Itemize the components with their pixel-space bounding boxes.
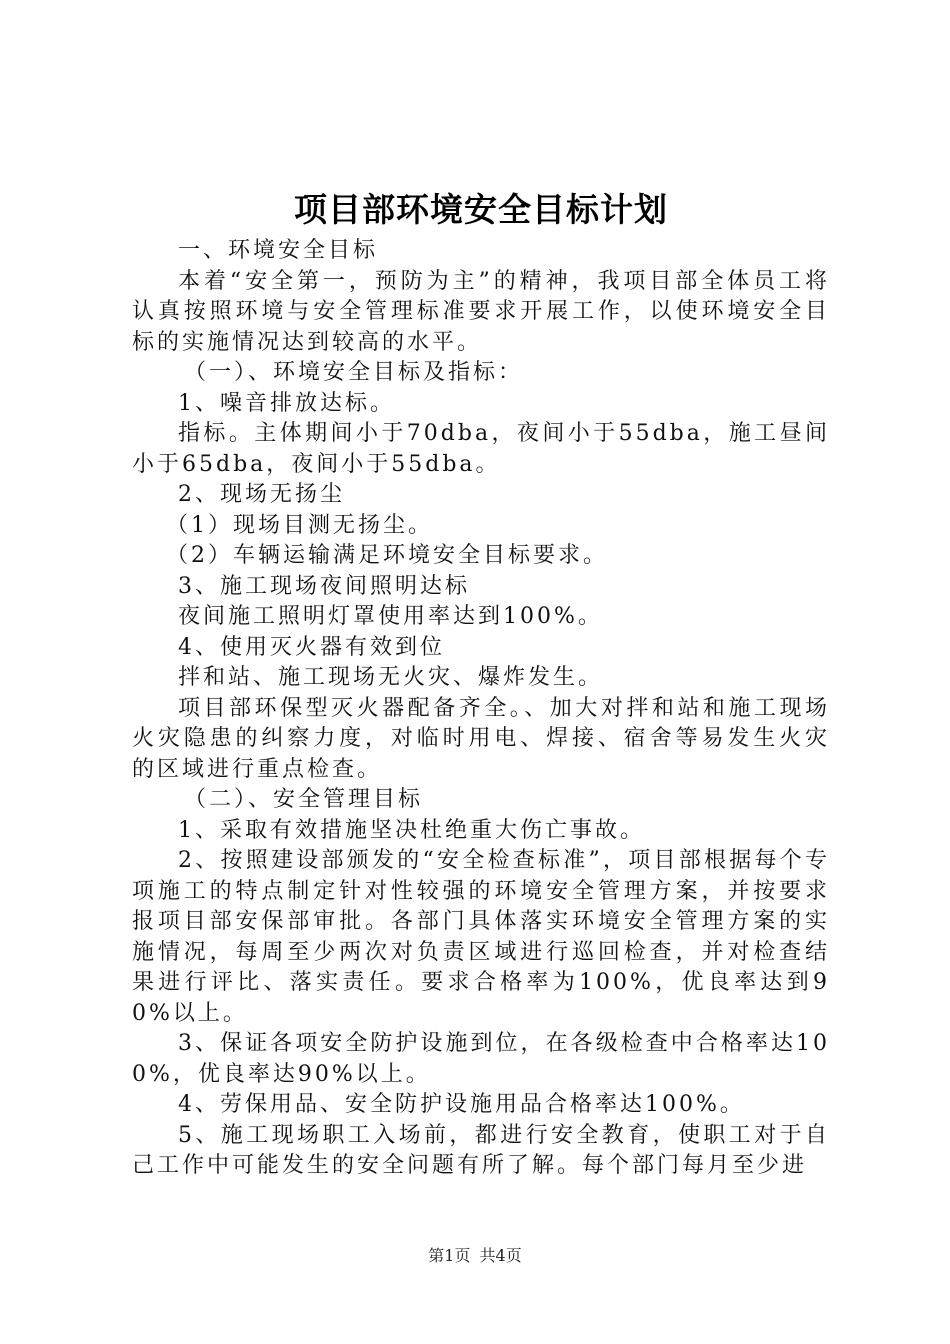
paragraph: （二）、安全管理目标 (184, 787, 424, 812)
paragraph: 3、保证各项安全防护设施到位，在各级检查中合格率达100%，优良率达90%以上。 (132, 1031, 830, 1087)
paragraph: 1、噪音排放达标。 (178, 390, 395, 416)
paragraph: 5、施工现场职工入场前，都进行安全教育，使职工对于自己工作中可能发生的安全问题有所了解。每个部门每月至少进 (132, 1122, 830, 1178)
paragraph: 本着“安全第一，预防为主”的精神，我项目部全体员工将认真按照环境与安全管理标准要求开展工作，以使环境安全目标的实施情况达到较高的水平。 (132, 268, 830, 355)
document-body (132, 236, 830, 1182)
page-footer (0, 1243, 950, 1266)
paragraph: 指标。主体期间小于70dba，夜间小于55dba，施工昼间小于65dba，夜间小于55dba。 (132, 421, 830, 477)
page-total: 共4页 (479, 1246, 522, 1265)
paragraph: 拌和站、施工现场无火灾、爆炸发生。 (178, 665, 604, 690)
paragraph: 2、按照建设部颁发的“安全检查标准”，项目部根据每个专项施工的特点制定针对性较强的环境安全管理方案，并按要求报项目部安保部审批。各部门具体落实环境安全管理方案的实施情况，每周至少两次对负责区域进行巡回检查，并对检查结果进行评比、落实责任。要求合格率为100%，优良率达到90%以上。 (132, 848, 830, 1026)
paragraph: 4、劳保用品、安全防护设施用品合格率达100%。 (178, 1092, 745, 1117)
paragraph: 一、环境安全目标 (178, 238, 379, 263)
page-number: 第1页 (428, 1246, 471, 1265)
paragraph: 1、采取有效措施坚决杜绝重大伤亡事故。 (178, 817, 645, 843)
paragraph: 夜间施工照明灯罩使用率达到100%。 (178, 604, 603, 629)
paragraph: 3、施工现场夜间照明达标 (178, 573, 470, 599)
document-title: 项目部环境安全目标计划 (294, 190, 668, 229)
paragraph: 项目部环保型灭火器配备齐全。、加大对拌和站和施工现场火灾隐患的纠察力度，对临时用电、焊接、宿舍等易发生火灾的区域进行重点检查。 (132, 695, 830, 782)
paragraph: （2）车辆运输满足环境安全目标要求。 (166, 543, 608, 568)
paragraph: （1）现场目测无扬尘。 (166, 512, 433, 538)
paragraph: 2、现场无扬尘 (178, 482, 345, 507)
paragraph: （一）、环境安全目标及指标： (184, 360, 524, 385)
paragraph: 4、使用灭火器有效到位 (178, 634, 445, 660)
